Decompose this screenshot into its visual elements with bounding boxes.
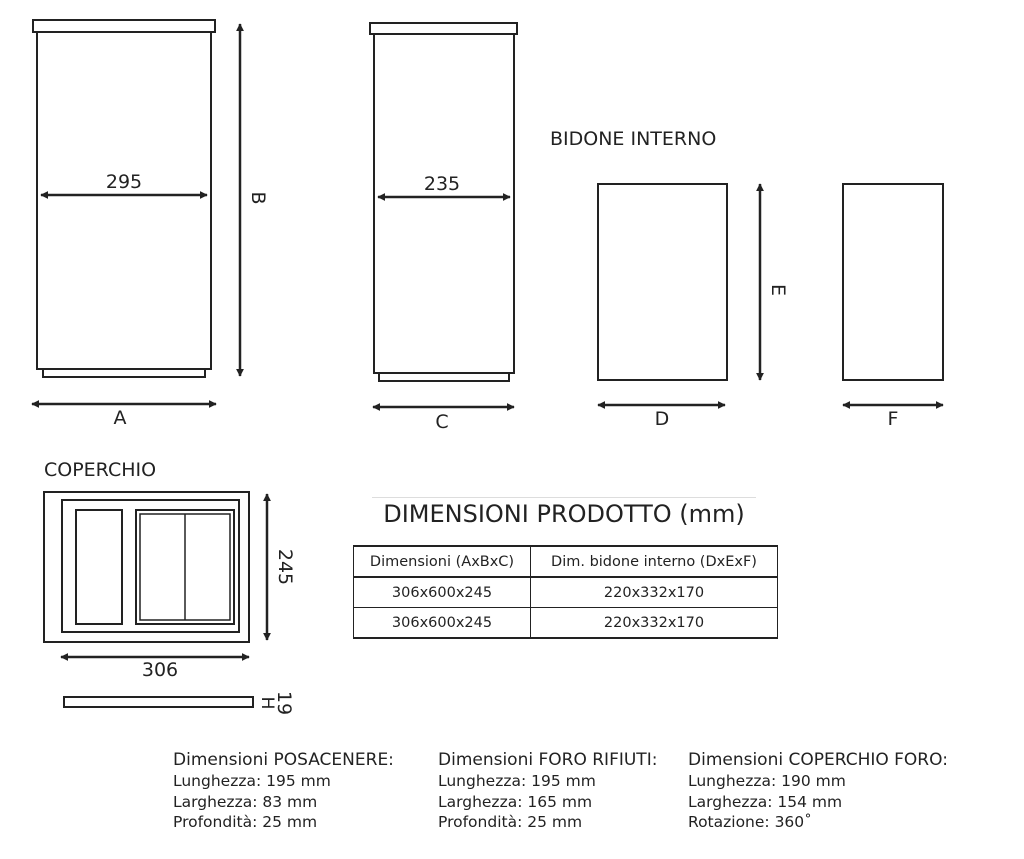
side-view-body bbox=[374, 34, 514, 373]
bidone-interno-title: BIDONE INTERNO bbox=[550, 128, 717, 150]
side-view-base bbox=[379, 373, 509, 381]
table-cell: 220x332x170 bbox=[531, 577, 778, 608]
spec-coperchio-foro bbox=[688, 749, 948, 833]
spec-line: Profondità: 25 mm bbox=[438, 813, 583, 831]
front-view bbox=[33, 20, 215, 377]
spec-title: Dimensioni COPERCHIO FORO: bbox=[688, 750, 948, 770]
lid-thickness-h-label: H bbox=[257, 696, 277, 710]
lid-side-profile bbox=[64, 697, 253, 707]
coperchio-title: COPERCHIO bbox=[44, 459, 157, 481]
table-cell: 220x332x170 bbox=[531, 608, 778, 639]
side-view bbox=[370, 23, 517, 381]
inner-bin-side bbox=[843, 184, 943, 380]
table-row bbox=[354, 577, 778, 608]
spec-line: Larghezza: 83 mm bbox=[173, 792, 318, 811]
width-295-label: 295 bbox=[105, 171, 143, 193]
spec-line: Larghezza: 154 mm bbox=[688, 792, 843, 811]
lid-top-view bbox=[44, 492, 249, 642]
dimensions-table bbox=[353, 545, 778, 639]
width-f-label: F bbox=[887, 408, 899, 430]
height-e-label: E bbox=[767, 283, 789, 297]
spec-line: Lunghezza: 195 mm bbox=[173, 772, 331, 790]
front-view-base bbox=[43, 369, 205, 377]
title-divider bbox=[372, 497, 756, 498]
width-c-label: C bbox=[435, 411, 449, 433]
ashtray-opening bbox=[76, 510, 122, 624]
inner-bin-front bbox=[598, 184, 727, 380]
spec-line: Rotazione: 360˚ bbox=[688, 813, 812, 831]
table-cell: 306x600x245 bbox=[354, 577, 531, 608]
table-cell: 306x600x245 bbox=[354, 608, 531, 639]
spec-line: Profondità: 25 mm bbox=[173, 813, 318, 831]
lid-thickness-label: 19 bbox=[273, 690, 295, 716]
column-header: Dimensioni (AxBxC) bbox=[354, 546, 531, 577]
spec-line: Lunghezza: 190 mm bbox=[688, 772, 846, 790]
table-header-row bbox=[354, 546, 778, 577]
spec-foro-rifiuti bbox=[438, 749, 657, 833]
spec-line: Lunghezza: 195 mm bbox=[438, 772, 596, 790]
table-row bbox=[354, 608, 778, 639]
lid-height-label: 245 bbox=[274, 548, 296, 586]
front-view-body bbox=[37, 32, 211, 369]
spec-line: Larghezza: 165 mm bbox=[438, 792, 593, 811]
spec-title: Dimensioni POSACENERE: bbox=[173, 750, 394, 770]
lid-inner-panel bbox=[62, 500, 239, 632]
spec-title: Dimensioni FORO RIFIUTI: bbox=[438, 750, 658, 770]
front-view-top-cap bbox=[33, 20, 215, 32]
lid-width-label: 306 bbox=[141, 659, 179, 681]
width-d-label: D bbox=[654, 408, 670, 430]
height-b-label: B bbox=[247, 191, 269, 205]
spec-posacenere bbox=[173, 749, 394, 833]
product-dimensions-title: DIMENSIONI PRODOTTO (mm) bbox=[383, 500, 745, 528]
width-235-label: 235 bbox=[423, 173, 461, 195]
column-header: Dim. bidone interno (DxExF) bbox=[531, 546, 778, 577]
side-view-top-cap bbox=[370, 23, 517, 34]
width-a-label: A bbox=[113, 407, 127, 429]
